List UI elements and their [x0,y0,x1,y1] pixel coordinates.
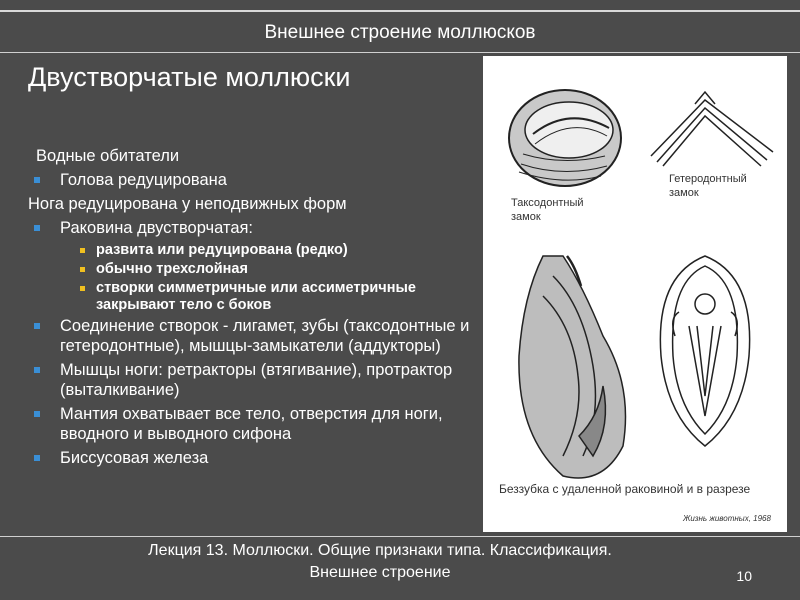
caption-heterodont: Гетеродонтный замок [669,173,747,199]
list-item: Нога редуцирована у неподвижных форм [28,195,347,213]
sub-list-item: обычно трехслойная [28,261,478,278]
footer-divider [0,536,800,537]
mussel-body-drawing [519,256,626,478]
caption-bottom: Беззубка с удаленной раковиной и в разрезе [499,482,751,496]
caption-taxodont: Таксодонтный замок [511,197,584,223]
sub-list-item: развита или редуцирована (редко) [28,242,478,259]
sub-bullet-icon [80,286,85,291]
bullet-icon [34,455,40,461]
footer-line-2: Внешнее строение [309,564,451,581]
taxodont-shell-drawing [509,90,621,186]
cross-section-drawing [660,256,749,446]
bullet-list [28,146,478,472]
list-item: Голова редуцирована [28,170,478,190]
list-item: Водные обитатели [36,147,180,165]
bullet-icon [34,367,40,373]
mollusk-illustration [483,56,787,532]
heterodont-hinge-drawing [651,92,773,166]
sub-list-item: створки симметричные или ассиметричные закрывают тело с боков [28,280,456,314]
bullet-icon [34,177,40,183]
list-item: Мышцы ноги: ретракторы (втягивание), протрактор (выталкивание) [28,360,470,400]
slide-header: Внешнее строение моллюсков [264,22,536,43]
list-item: Раковина двустворчатая: [28,218,478,238]
header-divider [0,52,800,53]
mollusk-figure [483,56,787,532]
figure-source: Жизнь животных, 1968 [683,514,771,523]
slide-title: Двустворчатые моллюски [28,62,351,92]
bullet-icon [34,323,40,329]
sub-bullet-icon [80,267,85,272]
slide-footer [60,540,700,584]
bullet-icon [34,411,40,417]
list-item: Соединение створок - лигамет, зубы (таксодонтные и гетеродонтные), мышцы-замыкатели (аддукторы) [28,316,470,356]
footer-line-1: Лекция 13. Моллюски. Общие признаки типа. Классификация. [148,542,612,559]
bullet-icon [34,225,40,231]
sub-bullet-icon [80,248,85,253]
list-item: Мантия охватывает все тело, отверстия для ноги, вводного и выводного сифона [28,404,470,444]
list-item: Биссусовая железа [28,448,478,468]
page-number: 10 [736,568,752,584]
top-divider [0,10,800,12]
